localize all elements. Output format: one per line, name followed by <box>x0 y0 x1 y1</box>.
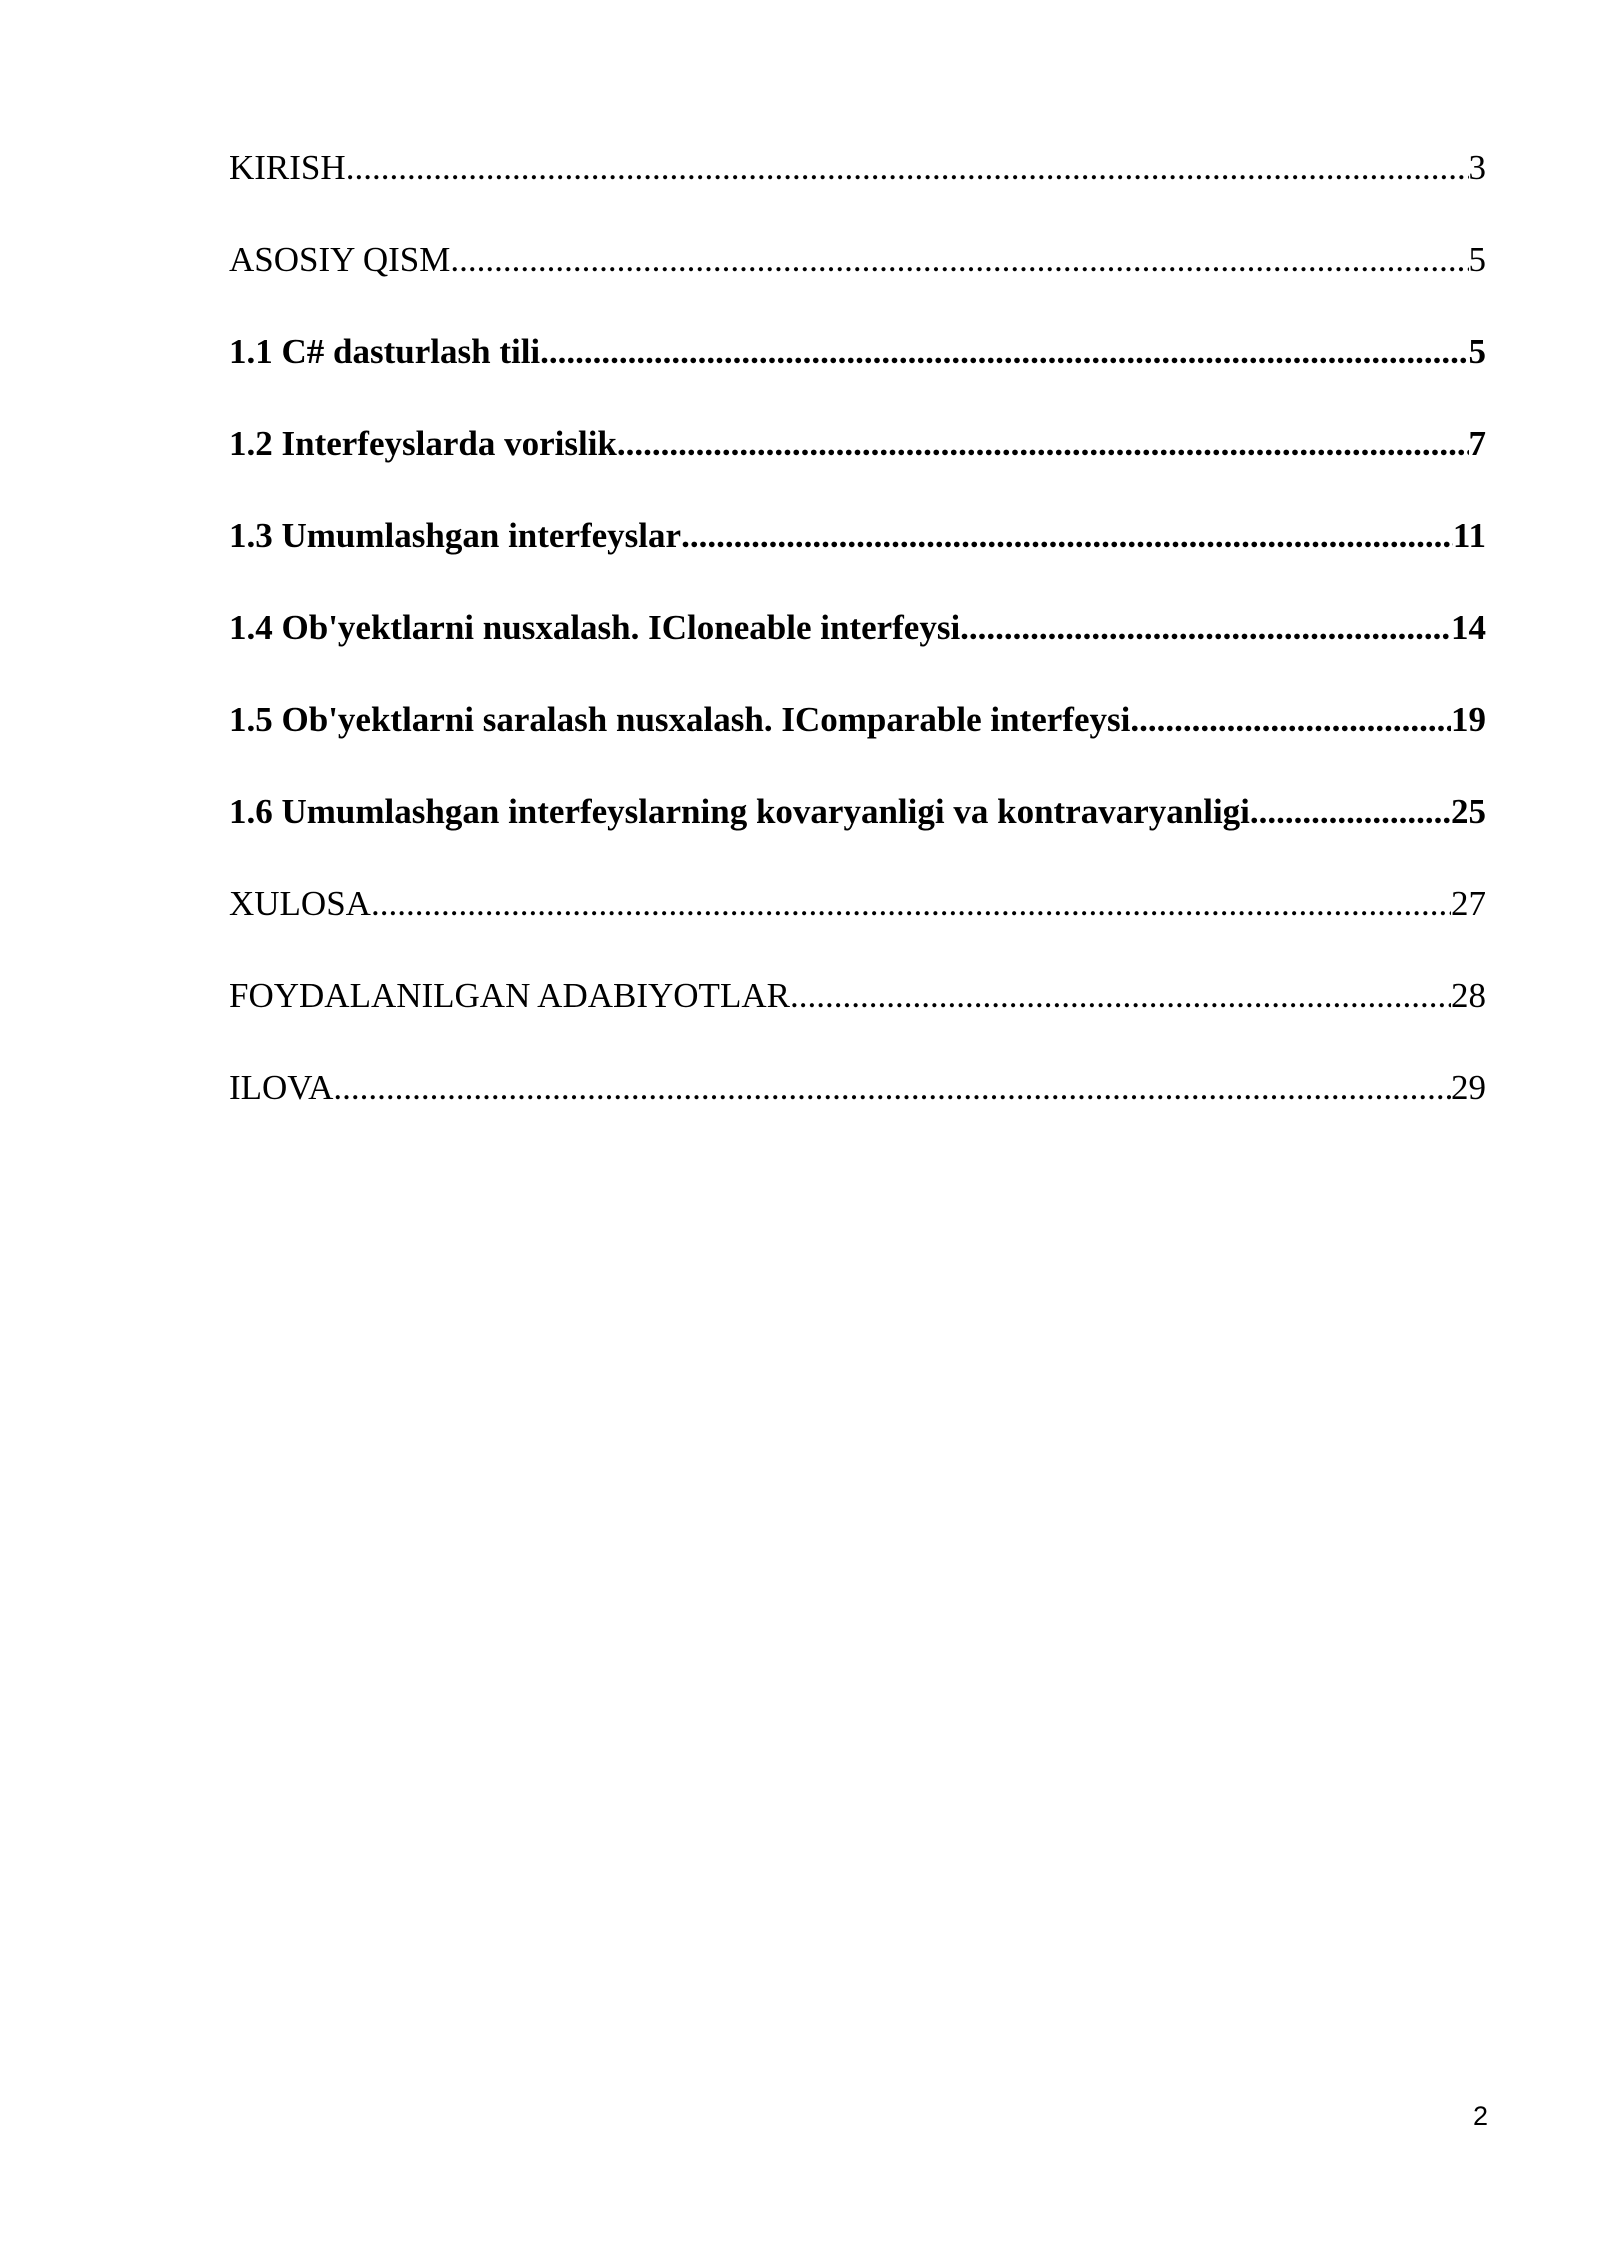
toc-entry-foydalanilgan-adabiyotlar[interactable] <box>229 976 1486 1068</box>
toc-entry-label: 1.2 Interfeyslarda vorislik <box>229 424 617 463</box>
toc-dot-leader <box>960 608 1451 648</box>
toc-dot-leader <box>333 1068 1451 1108</box>
toc-entry-label: ASOSIY QISM <box>229 240 451 279</box>
toc-entry-page: 27 <box>1451 884 1486 923</box>
toc-entry-page: 5 <box>1468 332 1486 371</box>
toc-dot-leader <box>540 332 1468 372</box>
toc-entry-1-6[interactable] <box>229 792 1486 884</box>
toc-entry-label: KIRISH <box>229 148 346 187</box>
toc-entry-page: 19 <box>1451 700 1486 739</box>
toc-dot-leader <box>1130 700 1451 740</box>
toc-entry-label: 1.6 Umumlashgan interfeyslarning kovaryanligi va kontravaryanligi <box>229 792 1250 831</box>
toc-entry-ilova[interactable] <box>229 1068 1486 1160</box>
table-of-contents <box>229 148 1486 1160</box>
toc-dot-leader <box>681 516 1453 556</box>
toc-entry-label: 1.5 Ob'yektlarni saralash nusxalash. IComparable interfeysi <box>229 700 1131 739</box>
toc-entry-asosiy-qism[interactable] <box>229 240 1486 332</box>
page-number: 2 <box>1472 2101 1488 2131</box>
toc-dot-leader <box>790 976 1451 1016</box>
toc-entry-page: 25 <box>1451 792 1486 831</box>
toc-entry-page: 7 <box>1468 424 1486 463</box>
toc-entry-label: 1.4 Ob'yektlarni nusxalash. ICloneable interfeysi <box>229 608 961 647</box>
toc-entry-page: 14 <box>1451 608 1486 647</box>
toc-entry-label: ILOVA <box>229 1068 334 1107</box>
toc-dot-leader <box>1250 792 1451 832</box>
toc-entry-page: 3 <box>1468 148 1486 187</box>
toc-dot-leader <box>617 424 1469 464</box>
toc-dot-leader <box>346 148 1469 188</box>
toc-entry-page: 28 <box>1451 976 1486 1015</box>
toc-entry-1-1[interactable] <box>229 332 1486 424</box>
toc-entry-label: XULOSA <box>229 884 371 923</box>
toc-entry-1-4[interactable] <box>229 608 1486 700</box>
toc-entry-1-3[interactable] <box>229 516 1486 608</box>
toc-dot-leader <box>371 884 1451 924</box>
toc-entry-1-2[interactable] <box>229 424 1486 516</box>
toc-entry-kirish[interactable] <box>229 148 1486 240</box>
toc-entry-1-5[interactable] <box>229 700 1486 792</box>
toc-entry-xulosa[interactable] <box>229 884 1486 976</box>
toc-entry-label: FOYDALANILGAN ADABIYOTLAR <box>229 976 790 1015</box>
toc-entry-page: 5 <box>1468 240 1486 279</box>
toc-entry-label: 1.3 Umumlashgan interfeyslar <box>229 516 682 555</box>
toc-entry-page: 29 <box>1451 1068 1486 1107</box>
toc-entry-page: 11 <box>1452 516 1486 555</box>
toc-entry-label: 1.1 C# dasturlash tili <box>229 332 541 371</box>
toc-dot-leader <box>450 240 1468 280</box>
